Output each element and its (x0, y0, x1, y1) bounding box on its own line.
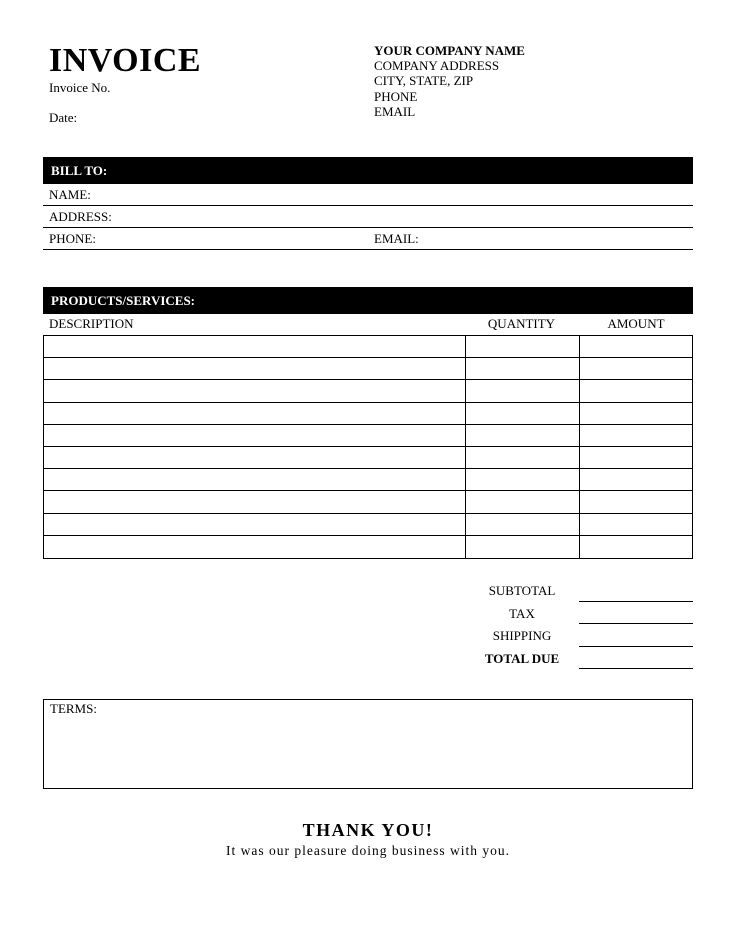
invoice-number-label: Invoice No. (49, 80, 111, 95)
bill-to-contact-row[interactable] (43, 228, 693, 250)
row-divider (44, 490, 692, 491)
company-name: YOUR COMPANY NAME (374, 43, 525, 58)
company-address: COMPANY ADDRESS (374, 58, 500, 74)
email-label: EMAIL: (374, 231, 419, 246)
line-items-table[interactable] (43, 335, 693, 559)
subtotal-field[interactable] (579, 601, 693, 602)
company-phone: PHONE (374, 88, 418, 104)
terms-label: TERMS: (50, 701, 97, 716)
name-label: NAME: (49, 187, 91, 202)
column-header-amount: AMOUNT (607, 316, 665, 331)
shipping-label: SHIPPING (492, 628, 552, 643)
tax-field[interactable] (579, 623, 693, 624)
tax-label: TAX (509, 606, 535, 621)
row-divider (44, 468, 692, 469)
company-city-state-zip: CITY, STATE, ZIP (374, 73, 474, 89)
phone-label: PHONE: (49, 231, 96, 246)
invoice-title: INVOICE (49, 42, 202, 79)
company-email: EMAIL (374, 103, 416, 119)
terms-box[interactable] (43, 699, 693, 789)
date-label: Date: (49, 110, 78, 125)
column-divider (465, 336, 466, 558)
row-divider (44, 357, 692, 358)
bill-to-address-row[interactable] (43, 206, 693, 228)
row-divider (44, 535, 692, 536)
column-header-quantity: QUANTITY (487, 316, 556, 331)
bill-to-header: BILL TO: (43, 157, 693, 184)
bill-to-name-row[interactable] (43, 184, 693, 206)
address-label: ADDRESS: (49, 209, 112, 224)
thank-you-message: It was our pleasure doing business with you. (226, 843, 510, 858)
total-due-label: TOTAL DUE (484, 651, 560, 666)
subtotal-label: SUBTOTAL (488, 583, 556, 598)
row-divider (44, 513, 692, 514)
products-services-header: PRODUCTS/SERVICES: (43, 287, 693, 314)
column-header-description: DESCRIPTION (49, 316, 134, 331)
company-info (374, 43, 525, 119)
total-due-field[interactable] (579, 668, 693, 669)
thank-you-heading: THANK YOU! (302, 820, 434, 840)
column-divider (579, 336, 580, 558)
row-divider (44, 402, 692, 403)
row-divider (44, 379, 692, 380)
shipping-field[interactable] (579, 646, 693, 647)
row-divider (44, 424, 692, 425)
row-divider (44, 446, 692, 447)
